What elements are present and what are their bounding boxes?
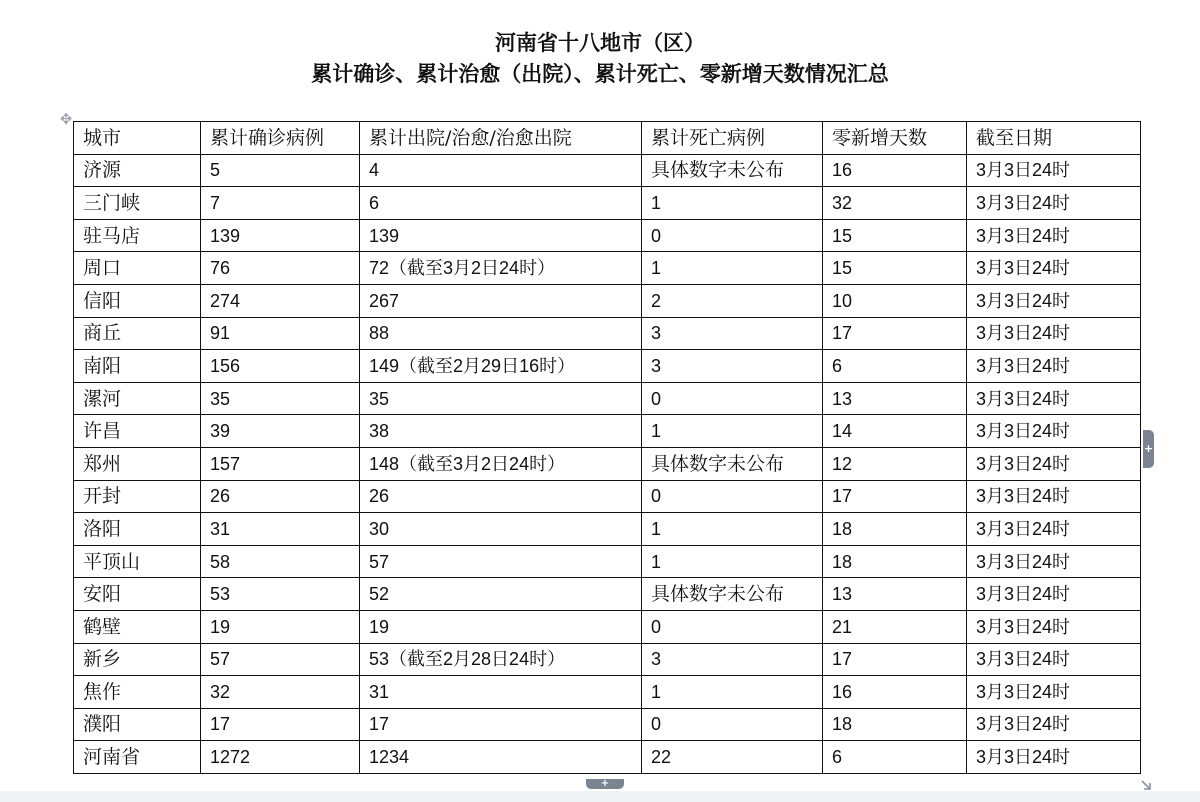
cell-deaths: 3: [642, 643, 823, 676]
table-row: [74, 317, 1141, 350]
cell-city: 鹤壁: [74, 610, 201, 643]
cell-recovered: 30: [360, 513, 642, 546]
cell-as-of-date: 3月3日24时: [967, 219, 1141, 252]
cell-recovered: 72（截至3月2日24时）: [360, 252, 642, 285]
cell-zero-new-days: 10: [823, 284, 967, 317]
table-row: [74, 382, 1141, 415]
cell-as-of-date: 3月3日24时: [967, 382, 1141, 415]
cell-confirmed: 1272: [201, 741, 360, 774]
cell-confirmed: 26: [201, 480, 360, 513]
table-header-row: [74, 122, 1141, 155]
table-row: [74, 447, 1141, 480]
add-row-button[interactable]: +: [586, 779, 624, 789]
cell-zero-new-days: 12: [823, 447, 967, 480]
cell-recovered: 139: [360, 219, 642, 252]
cell-deaths: 1: [642, 252, 823, 285]
header-recovered: 累计出院/治愈/治愈出院: [360, 122, 642, 155]
cell-as-of-date: 3月3日24时: [967, 317, 1141, 350]
cell-recovered: 149（截至2月29日16时）: [360, 350, 642, 383]
cell-as-of-date: 3月3日24时: [967, 187, 1141, 220]
cell-confirmed: 58: [201, 545, 360, 578]
cell-confirmed: 31: [201, 513, 360, 546]
cell-deaths: 具体数字未公布: [642, 447, 823, 480]
cell-city: 信阳: [74, 284, 201, 317]
cell-zero-new-days: 16: [823, 676, 967, 709]
cell-deaths: 3: [642, 350, 823, 383]
cell-zero-new-days: 18: [823, 513, 967, 546]
cell-zero-new-days: 16: [823, 154, 967, 187]
header-as-of-date: 截至日期: [967, 122, 1141, 155]
cell-as-of-date: 3月3日24时: [967, 545, 1141, 578]
cell-deaths: 1: [642, 545, 823, 578]
cell-confirmed: 35: [201, 382, 360, 415]
cell-city: 驻马店: [74, 219, 201, 252]
cell-confirmed: 156: [201, 350, 360, 383]
cell-city: 开封: [74, 480, 201, 513]
table-row: [74, 708, 1141, 741]
cell-recovered: 148（截至3月2日24时）: [360, 447, 642, 480]
cell-zero-new-days: 15: [823, 219, 967, 252]
cell-deaths: 具体数字未公布: [642, 578, 823, 611]
cell-zero-new-days: 17: [823, 317, 967, 350]
page-bottom-strip: [0, 791, 1200, 802]
cell-confirmed: 91: [201, 317, 360, 350]
cell-city: 济源: [74, 154, 201, 187]
cell-deaths: 0: [642, 480, 823, 513]
cell-city: 许昌: [74, 415, 201, 448]
cell-as-of-date: 3月3日24时: [967, 415, 1141, 448]
table-row: [74, 480, 1141, 513]
cell-city: 漯河: [74, 382, 201, 415]
cell-recovered: 1234: [360, 741, 642, 774]
cell-confirmed: 39: [201, 415, 360, 448]
cell-zero-new-days: 17: [823, 643, 967, 676]
cell-recovered: 267: [360, 284, 642, 317]
cell-confirmed: 17: [201, 708, 360, 741]
cell-as-of-date: 3月3日24时: [967, 480, 1141, 513]
cell-zero-new-days: 13: [823, 382, 967, 415]
table-row: [74, 252, 1141, 285]
header-zero-new-days: 零新增天数: [823, 122, 967, 155]
table-row: [74, 676, 1141, 709]
cell-confirmed: 7: [201, 187, 360, 220]
cell-recovered: 53（截至2月28日24时）: [360, 643, 642, 676]
cell-recovered: 52: [360, 578, 642, 611]
document-title-line1: 河南省十八地市（区）: [495, 30, 705, 55]
summary-table: [73, 121, 1141, 774]
cell-city: 郑州: [74, 447, 201, 480]
cell-recovered: 35: [360, 382, 642, 415]
table-resize-handle-icon[interactable]: [1140, 779, 1152, 791]
cell-recovered: 19: [360, 610, 642, 643]
table-row: [74, 610, 1141, 643]
cell-recovered: 88: [360, 317, 642, 350]
add-column-button[interactable]: +: [1143, 430, 1154, 468]
document-title-line2: 累计确诊、累计治愈（出院）、累计死亡、零新增天数情况汇总: [311, 61, 889, 86]
table-row: [74, 284, 1141, 317]
cell-city: 河南省: [74, 741, 201, 774]
cell-as-of-date: 3月3日24时: [967, 741, 1141, 774]
cell-zero-new-days: 13: [823, 578, 967, 611]
cell-city: 焦作: [74, 676, 201, 709]
cell-as-of-date: 3月3日24时: [967, 284, 1141, 317]
cell-recovered: 6: [360, 187, 642, 220]
cell-zero-new-days: 15: [823, 252, 967, 285]
cell-deaths: 1: [642, 187, 823, 220]
cell-as-of-date: 3月3日24时: [967, 350, 1141, 383]
cell-zero-new-days: 6: [823, 350, 967, 383]
table-row: [74, 350, 1141, 383]
cell-city: 周口: [74, 252, 201, 285]
cell-confirmed: 76: [201, 252, 360, 285]
cell-recovered: 26: [360, 480, 642, 513]
table-row: [74, 154, 1141, 187]
cell-as-of-date: 3月3日24时: [967, 676, 1141, 709]
cell-recovered: 38: [360, 415, 642, 448]
cell-zero-new-days: 32: [823, 187, 967, 220]
cell-city: 南阳: [74, 350, 201, 383]
table-row: [74, 219, 1141, 252]
cell-city: 三门峡: [74, 187, 201, 220]
table-row: [74, 187, 1141, 220]
cell-confirmed: 57: [201, 643, 360, 676]
cell-recovered: 57: [360, 545, 642, 578]
table-move-handle-icon[interactable]: ✥: [59, 110, 73, 128]
cell-zero-new-days: 6: [823, 741, 967, 774]
cell-deaths: 1: [642, 513, 823, 546]
cell-deaths: 0: [642, 708, 823, 741]
table-row: [74, 545, 1141, 578]
cell-as-of-date: 3月3日24时: [967, 513, 1141, 546]
cell-deaths: 具体数字未公布: [642, 154, 823, 187]
cell-city: 商丘: [74, 317, 201, 350]
cell-confirmed: 5: [201, 154, 360, 187]
cell-as-of-date: 3月3日24时: [967, 610, 1141, 643]
table-row: [74, 741, 1141, 774]
cell-recovered: 17: [360, 708, 642, 741]
cell-deaths: 1: [642, 415, 823, 448]
cell-deaths: 2: [642, 284, 823, 317]
cell-deaths: 0: [642, 382, 823, 415]
cell-as-of-date: 3月3日24时: [967, 643, 1141, 676]
cell-confirmed: 19: [201, 610, 360, 643]
cell-confirmed: 53: [201, 578, 360, 611]
header-deaths: 累计死亡病例: [642, 122, 823, 155]
cell-recovered: 4: [360, 154, 642, 187]
cell-recovered: 31: [360, 676, 642, 709]
cell-as-of-date: 3月3日24时: [967, 578, 1141, 611]
cell-deaths: 0: [642, 610, 823, 643]
cell-deaths: 22: [642, 741, 823, 774]
cell-confirmed: 139: [201, 219, 360, 252]
table-row: [74, 578, 1141, 611]
cell-deaths: 3: [642, 317, 823, 350]
cell-city: 新乡: [74, 643, 201, 676]
cell-confirmed: 274: [201, 284, 360, 317]
table-row: [74, 513, 1141, 546]
cell-zero-new-days: 18: [823, 708, 967, 741]
cell-zero-new-days: 14: [823, 415, 967, 448]
cell-as-of-date: 3月3日24时: [967, 447, 1141, 480]
cell-city: 平顶山: [74, 545, 201, 578]
cell-zero-new-days: 21: [823, 610, 967, 643]
cell-as-of-date: 3月3日24时: [967, 154, 1141, 187]
cell-confirmed: 32: [201, 676, 360, 709]
cell-city: 濮阳: [74, 708, 201, 741]
header-city: 城市: [74, 122, 201, 155]
cell-as-of-date: 3月3日24时: [967, 708, 1141, 741]
table-row: [74, 643, 1141, 676]
table-row: [74, 415, 1141, 448]
cell-deaths: 1: [642, 676, 823, 709]
cell-city: 安阳: [74, 578, 201, 611]
cell-deaths: 0: [642, 219, 823, 252]
cell-zero-new-days: 17: [823, 480, 967, 513]
cell-as-of-date: 3月3日24时: [967, 252, 1141, 285]
cell-city: 洛阳: [74, 513, 201, 546]
cell-zero-new-days: 18: [823, 545, 967, 578]
header-confirmed: 累计确诊病例: [201, 122, 360, 155]
cell-confirmed: 157: [201, 447, 360, 480]
